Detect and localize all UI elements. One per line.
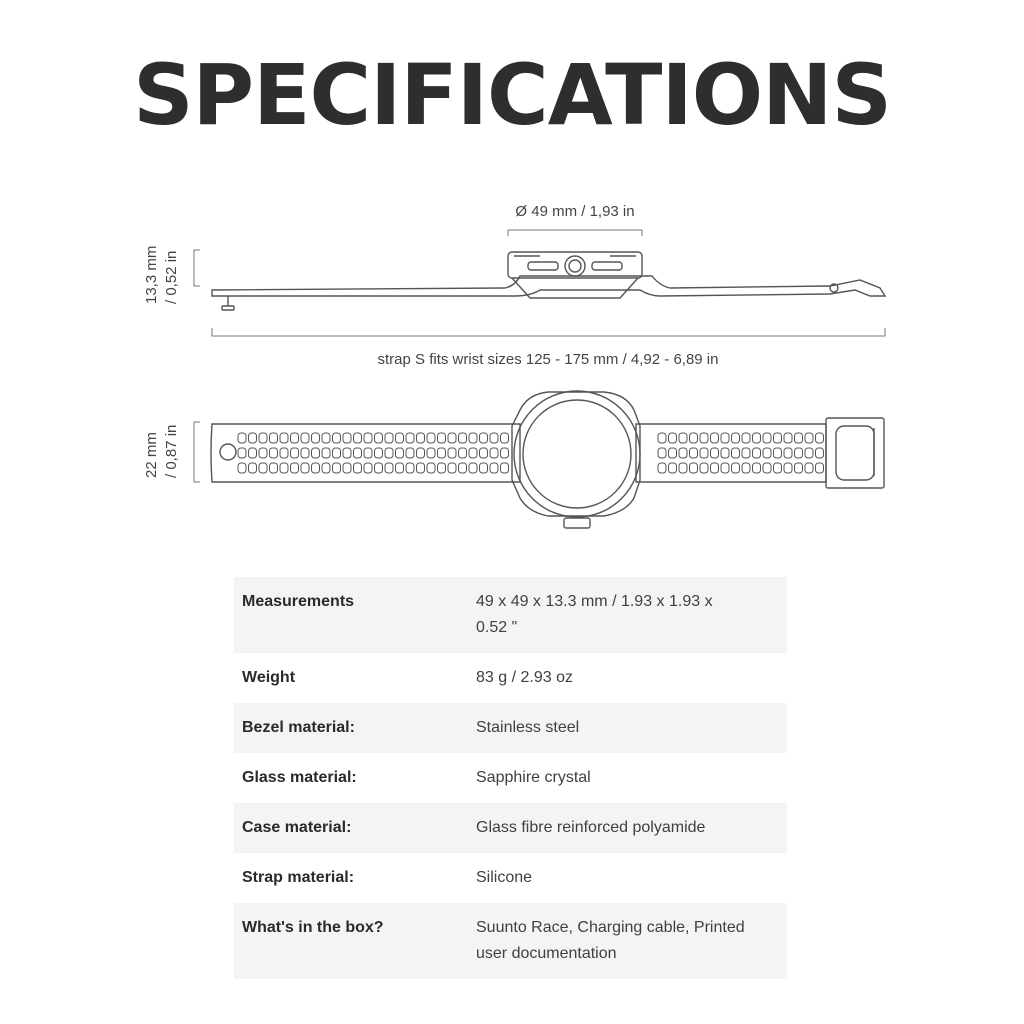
strap-hole (711, 463, 719, 473)
strap-hole (669, 448, 677, 458)
strap-hole (816, 448, 824, 458)
strap-hole (364, 463, 372, 473)
strap-hole (301, 433, 309, 443)
strap-fit-label: strap S fits wrist sizes 125 - 175 mm / 4,92 - 6,89 in (377, 351, 719, 368)
spec-label: What's in the box? (242, 919, 384, 936)
strap-hole (690, 463, 698, 473)
strap-hole (259, 463, 267, 473)
strap-hole (480, 433, 488, 443)
strap-hole (774, 463, 782, 473)
spec-row (234, 703, 787, 753)
strap-hole (280, 448, 288, 458)
strap-hole (490, 433, 498, 443)
strap-hole (238, 433, 246, 443)
strap-hole (721, 448, 729, 458)
strap-length-bracket (212, 328, 885, 336)
strap-hole (333, 463, 341, 473)
strap-hole (364, 433, 372, 443)
spec-label: Strap material: (242, 869, 355, 886)
thickness-label-mm: 13,3 mm (143, 245, 160, 304)
strap-hole (700, 463, 708, 473)
strap-hole (406, 448, 414, 458)
strap-hole (249, 463, 257, 473)
strap-hole (469, 433, 477, 443)
width-label-in: / 0,87 in (163, 424, 180, 478)
strap-hole (805, 433, 813, 443)
strap-hole (774, 448, 782, 458)
strap-hole (291, 463, 299, 473)
strap-hole (469, 463, 477, 473)
width-dimension (143, 422, 200, 482)
strap-hole (396, 463, 404, 473)
strap-hole (322, 448, 330, 458)
strap-hole (238, 463, 246, 473)
strap-hole (784, 433, 792, 443)
strap-hole (690, 448, 698, 458)
strap-hole (721, 433, 729, 443)
strap-hole (438, 448, 446, 458)
strap-hole (784, 463, 792, 473)
spec-row (234, 803, 787, 853)
strap-hole (753, 433, 761, 443)
strap-hole (711, 448, 719, 458)
strap-hole (784, 448, 792, 458)
strap-hole (480, 463, 488, 473)
strap-hole (679, 448, 687, 458)
spec-label: Bezel material: (242, 719, 355, 736)
strap-hole (763, 448, 771, 458)
strap-hole (501, 448, 509, 458)
strap-hole (375, 433, 383, 443)
strap-hole (732, 433, 740, 443)
strap-hole (658, 433, 666, 443)
strap-hole (270, 448, 278, 458)
strap-hole (448, 448, 456, 458)
strap-hole (396, 448, 404, 458)
strap-hole (312, 463, 320, 473)
strap-hole (721, 463, 729, 473)
strap-hole (280, 433, 288, 443)
strap-hole (490, 463, 498, 473)
strap-hole (280, 463, 288, 473)
strap-hole (417, 433, 425, 443)
thickness-label-in: / 0,52 in (163, 250, 180, 304)
strap-hole (480, 448, 488, 458)
width-label-mm: 22 mm (143, 432, 160, 478)
strap-hole (406, 433, 414, 443)
strap-hole (490, 448, 498, 458)
strap-hole (312, 433, 320, 443)
strap-hole (679, 433, 687, 443)
strap-hole (501, 463, 509, 473)
strap-hole (417, 463, 425, 473)
strap-hole (711, 433, 719, 443)
strap-hole (270, 433, 278, 443)
strap-hole (795, 448, 803, 458)
strap-hole (763, 463, 771, 473)
spec-row (234, 753, 787, 803)
spec-row (234, 903, 787, 979)
strap-hole (669, 433, 677, 443)
strap-hole (354, 463, 362, 473)
spec-value: Sapphire crystal (476, 769, 591, 786)
strap-hole (354, 433, 362, 443)
strap-hole (259, 448, 267, 458)
strap-hole (732, 463, 740, 473)
strap-hole (795, 433, 803, 443)
thickness-dimension (143, 246, 200, 304)
strap-hole (448, 433, 456, 443)
strap-hole (385, 463, 393, 473)
strap-hole (343, 463, 351, 473)
spec-label: Case material: (242, 819, 352, 836)
strap-hole (417, 448, 425, 458)
strap-hole (322, 463, 330, 473)
strap-hole (427, 448, 435, 458)
strap-hole (238, 448, 246, 458)
strap-hole (753, 448, 761, 458)
strap-hole (742, 448, 750, 458)
spec-row (234, 853, 787, 903)
spec-value: Glass fibre reinforced polyamide (476, 819, 706, 836)
strap-hole (343, 448, 351, 458)
strap-hole (322, 433, 330, 443)
strap-hole (501, 433, 509, 443)
spec-value: Silicone (476, 869, 533, 886)
spec-row (234, 577, 787, 653)
diameter-label: Ø 49 mm / 1,93 in (515, 203, 635, 220)
spec-label: Measurements (242, 593, 355, 610)
strap-hole (774, 433, 782, 443)
strap-hole (364, 448, 372, 458)
spec-value: 49 x 49 x 13.3 mm / 1.93 x 1.93 x 0.52 " (476, 593, 713, 636)
strap-hole (343, 433, 351, 443)
strap-hole (291, 448, 299, 458)
strap-hole (679, 463, 687, 473)
strap-hole (301, 463, 309, 473)
strap-hole (249, 448, 257, 458)
spec-label: Weight (242, 669, 296, 686)
strap-hole (459, 448, 467, 458)
strap-hole (469, 448, 477, 458)
watch-front-view (211, 391, 884, 528)
spec-value: Stainless steel (476, 719, 580, 736)
watch-dimension-diagram (0, 180, 1024, 550)
spec-row (234, 653, 787, 703)
strap-hole (448, 463, 456, 473)
strap-hole (301, 448, 309, 458)
strap-hole (333, 448, 341, 458)
strap-hole (427, 463, 435, 473)
strap-hole (816, 433, 824, 443)
strap-hole (732, 448, 740, 458)
strap-hole (385, 448, 393, 458)
strap-hole (291, 433, 299, 443)
strap-hole (375, 448, 383, 458)
spec-value: Suunto Race, Charging cable, Printed user documentation (476, 919, 745, 962)
spec-label: Glass material: (242, 769, 357, 786)
strap-hole (805, 463, 813, 473)
spec-value: 83 g / 2.93 oz (476, 669, 573, 686)
strap-hole (459, 433, 467, 443)
strap-hole (249, 433, 257, 443)
strap-hole (700, 433, 708, 443)
specs-table (234, 577, 787, 979)
strap-hole (805, 448, 813, 458)
strap-hole (742, 433, 750, 443)
strap-hole (270, 463, 278, 473)
strap-hole (312, 448, 320, 458)
strap-hole (816, 463, 824, 473)
strap-hole (658, 463, 666, 473)
page-title: SPECIFICATIONS (133, 46, 891, 144)
diameter-bracket (508, 230, 642, 236)
strap-hole (438, 433, 446, 443)
strap-hole (354, 448, 362, 458)
strap-hole (259, 433, 267, 443)
strap-hole (385, 433, 393, 443)
strap-hole (742, 463, 750, 473)
strap-hole (333, 433, 341, 443)
strap-hole (658, 448, 666, 458)
strap-hole (690, 433, 698, 443)
strap-hole (438, 463, 446, 473)
strap-hole (375, 463, 383, 473)
strap-hole (396, 433, 404, 443)
strap-hole (763, 433, 771, 443)
strap-hole (459, 463, 467, 473)
watch-side-view (212, 252, 885, 310)
strap-hole (669, 463, 677, 473)
strap-hole (427, 433, 435, 443)
strap-hole (700, 448, 708, 458)
strap-hole (406, 463, 414, 473)
strap-hole (753, 463, 761, 473)
strap-hole (795, 463, 803, 473)
